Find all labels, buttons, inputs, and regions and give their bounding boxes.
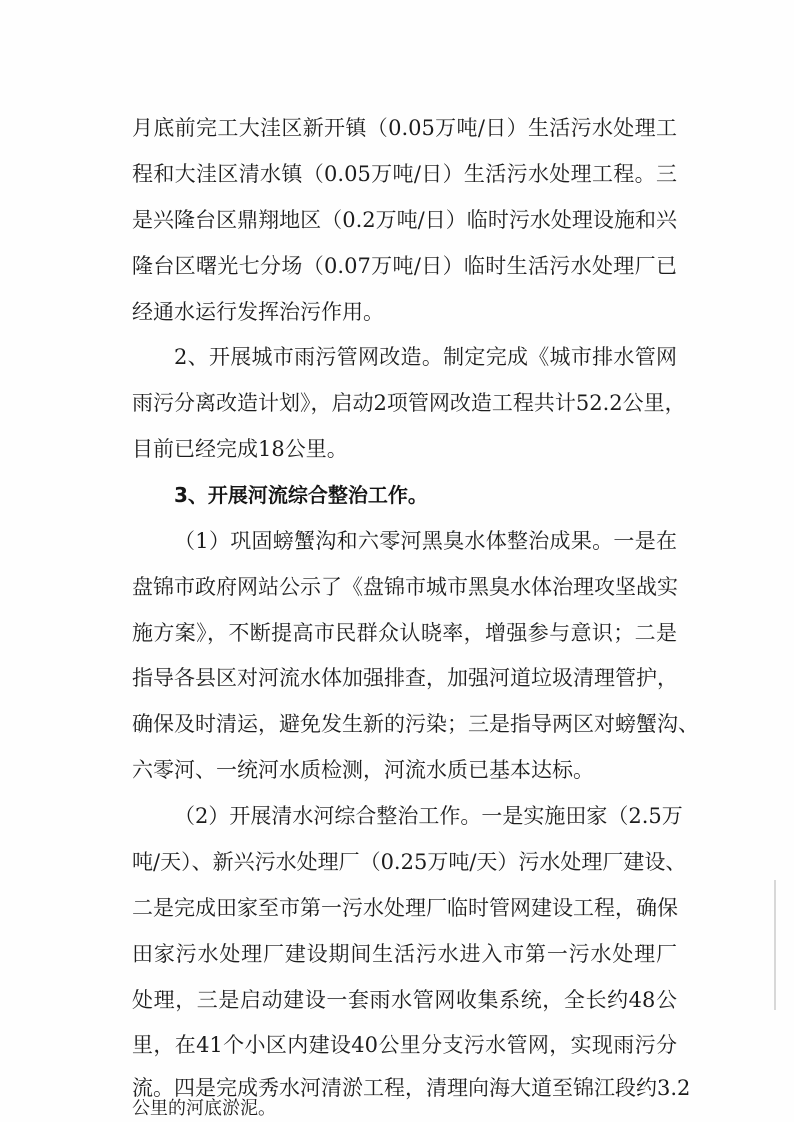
paragraph-line: 指导各县区对河流水体加强排查，加强河道垃圾清理管护， — [132, 666, 678, 690]
paragraph-line: 经通水运行发挥治污作用。 — [132, 300, 384, 324]
scan-edge-mark — [774, 880, 776, 1010]
paragraph-line: 雨污分离改造计划》，启动2项管网改造工程共计52.2公里， — [132, 391, 686, 415]
paragraph-line: 公里的河底淤泥。 — [132, 1098, 276, 1119]
paragraph-line: 处理，三是启动建设一套雨水管网收集系统，全长约48公 — [132, 988, 677, 1012]
paragraph-line: 隆台区曙光七分场（0.07万吨/日）临时生活污水处理厂已 — [132, 254, 677, 278]
paragraph-line: 确保及时清运，避免发生新的污染；三是指导两区对螃蟹沟、 — [132, 712, 699, 736]
paragraph-line: 流。四是完成秀水河清淤工程，清理向海大道至锦江段约3.2 — [132, 1076, 691, 1100]
paragraph-line: 施方案》，不断提高市民群众认晓率，增强参与意识；二是 — [132, 621, 677, 645]
paragraph-line: 2、开展城市雨污管网改造。制定完成《城市排水管网 — [174, 345, 677, 369]
paragraph-line: 月底前完工大洼区新开镇（0.05万吨/日）生活污水处理工 — [132, 116, 677, 140]
section-heading: 3、开展河流综合整治工作。 — [174, 483, 428, 507]
paragraph-line: 程和大洼区清水镇（0.05万吨/日）生活污水处理工程。三 — [132, 162, 677, 186]
paragraph-line: 二是完成田家至市第一污水处理厂临时管网建设工程，确保 — [132, 896, 678, 920]
paragraph-line: 里，在41个小区内建设40公里分支污水管网，实现雨污分 — [132, 1033, 677, 1057]
paragraph-line: 目前已经完成18公里。 — [132, 437, 348, 461]
paragraph-line: 是兴隆台区鼎翔地区（0.2万吨/日）临时污水处理设施和兴 — [132, 208, 677, 232]
paragraph-line: 盘锦市政府网站公示了《盘锦市城市黑臭水体治理攻坚战实 — [132, 575, 678, 599]
paragraph-line: 吨/天）、新兴污水处理厂（0.25万吨/天）污水处理厂建设、 — [132, 850, 687, 874]
paragraph-line: 六零河、一统河水质检测，河流水质已基本达标。 — [132, 758, 594, 782]
paragraph-line: （2）开展清水河综合整治工作。一是实施田家（2.5万 — [174, 804, 683, 828]
paragraph-line: 田家污水处理厂建设期间生活污水进入市第一污水处理厂 — [132, 942, 677, 966]
paragraph-line: （1）巩固螃蟹沟和六零河黑臭水体整治成果。一是在 — [174, 529, 677, 553]
